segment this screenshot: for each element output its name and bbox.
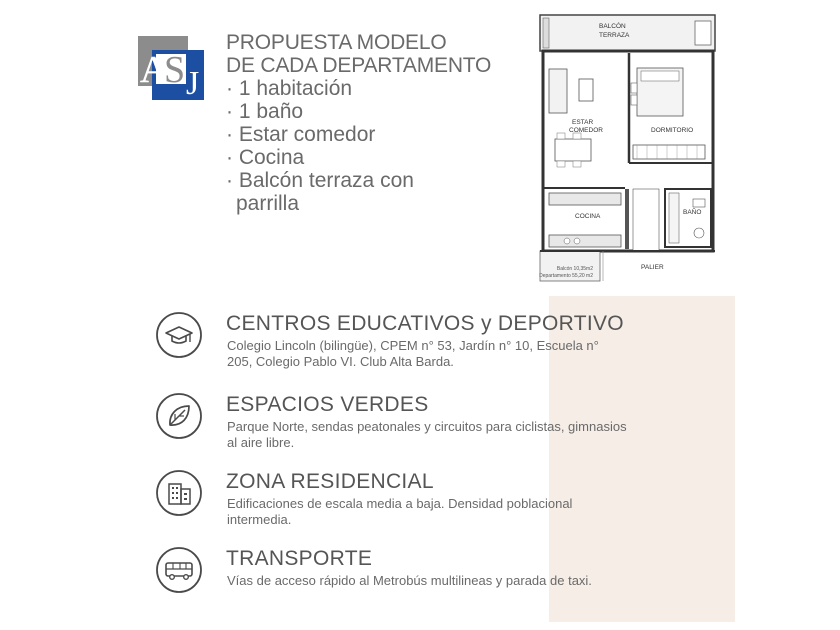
asj-logo — [138, 36, 204, 100]
feature-title: CENTROS EDUCATIVOS y DEPORTIVO — [226, 312, 624, 335]
title-line-1: PROPUESTA MODELO — [226, 31, 447, 54]
plan-label-terraza: TERRAZA — [599, 32, 630, 39]
bullet-bedroom: · 1 habitación — [226, 77, 353, 100]
plan-area-balcon: Balcón 10,35m2 — [556, 266, 593, 272]
plan-label-estar: ESTAR — [572, 119, 594, 126]
title-block — [226, 31, 526, 215]
svg-text:A: A — [140, 49, 168, 91]
plan-label-bano: BAÑO — [683, 209, 702, 216]
feature-description: Parque Norte, sendas peatonales y circuitos para ciclistas, gimnasios al aire libre. — [227, 419, 627, 450]
bus-icon — [155, 546, 203, 594]
feature-description: Vías de acceso rápido al Metrobús multilineas y parada de taxi. — [227, 573, 592, 588]
svg-text:J: J — [186, 65, 200, 100]
svg-text:S: S — [164, 49, 186, 91]
floor-plan — [537, 13, 717, 283]
title-line-2: DE CADA DEPARTAMENTO — [226, 54, 492, 77]
plan-label-dormitorio: DORMITORIO — [651, 127, 694, 134]
floor-plan-drawing — [537, 13, 717, 283]
plan-area-departamento: Departamento 55,20 m2 — [539, 273, 593, 279]
buildings-icon — [155, 469, 203, 517]
feature-title: TRANSPORTE — [226, 547, 373, 570]
bullet-living: · Estar comedor — [226, 123, 376, 146]
bullet-kitchen: · Cocina — [226, 146, 305, 169]
plan-label-palier: PALIER — [641, 264, 664, 271]
feature-description: Colegio Lincoln (bilingüe), CPEM n° 53, Jardín n° 10, Escuela n° 205, Colegio Pablo VI. Club Alta Barda. — [227, 338, 599, 369]
bullet-bathroom: · 1 baño — [226, 100, 304, 123]
feature-title: ESPACIOS VERDES — [226, 393, 429, 416]
feature-description: Edificaciones de escala media a baja. Densidad poblacional intermedia. — [227, 496, 573, 527]
plan-label-balcon: BALCÓN — [599, 23, 626, 30]
leaf-icon — [155, 392, 203, 440]
graduation-cap-icon — [155, 311, 203, 359]
bullet-balcony-cont: parrilla — [236, 192, 300, 215]
plan-label-cocina: COCINA — [575, 213, 601, 220]
plan-label-comedor: COMEDOR — [569, 127, 603, 134]
bullet-balcony: · Balcón terraza con — [226, 169, 414, 192]
feature-title: ZONA RESIDENCIAL — [226, 470, 434, 493]
